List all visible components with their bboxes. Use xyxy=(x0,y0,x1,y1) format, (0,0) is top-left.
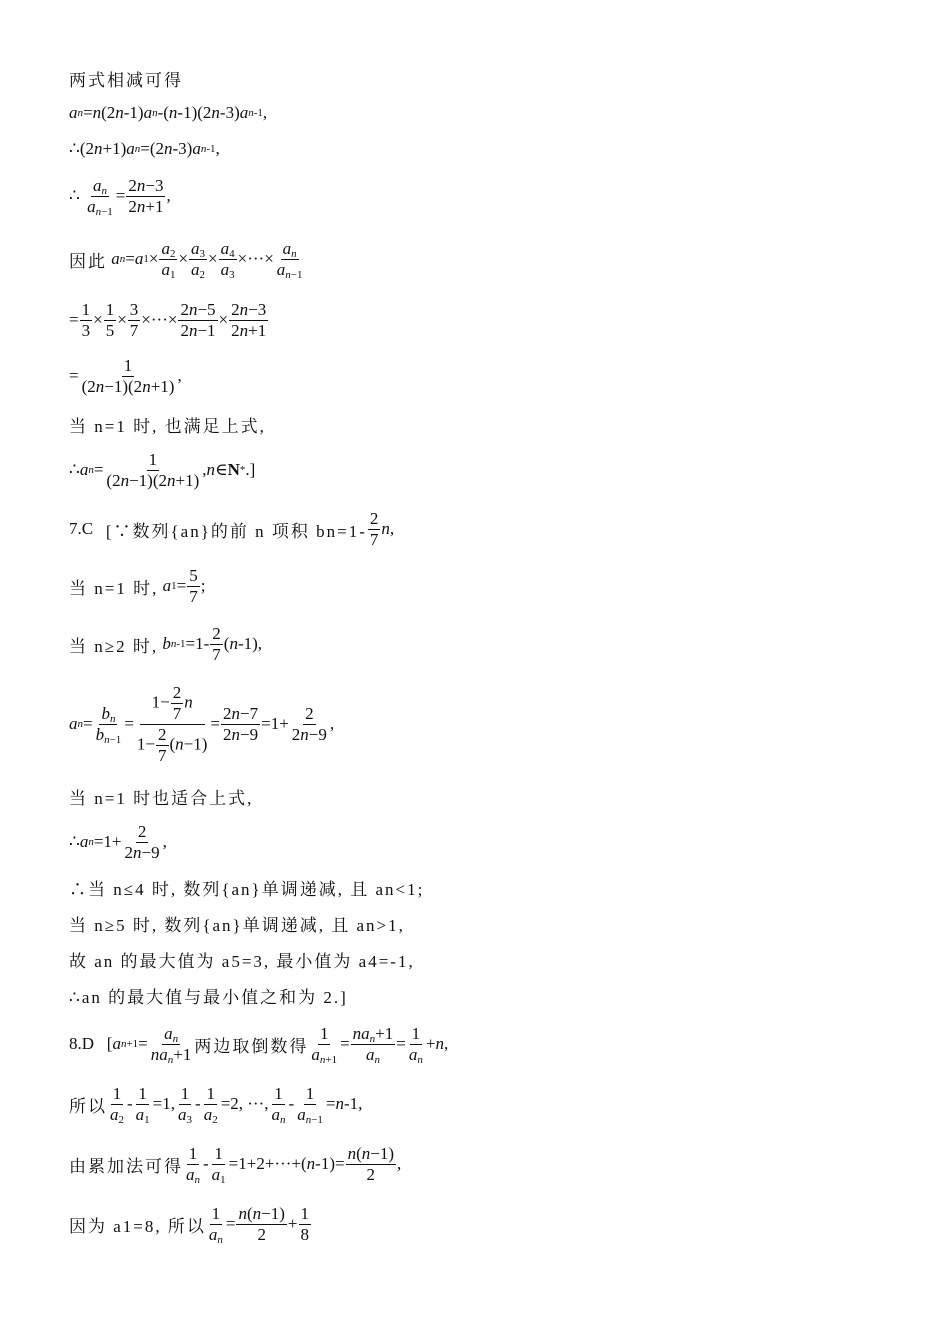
line-12: a n = $\frac{b_n}{b_{n-1}}$ = 1− $\frac{2}{7}$ n 1− $\frac{2}{7}$ (n−1) = $\frac{2n-7}{2n-9}$ =1+ $\frac{2}{2n-9}$ , xyxy=(69,682,335,765)
line-15: ∴当 n≤4 时, 数列{an}单调递减, 且 an<1; xyxy=(69,879,425,899)
line-5: 因此 a n = a 1 × $\frac{a_2}{a_1}$ × $\frac{a_3}{a_2}$ × $\frac{a_4}{a_3}$ ×···× $\frac{a_n}{a_{n-1}}$ xyxy=(69,238,303,281)
line-14: ∴ a n =1+ $\frac{2}{2n-9}$ , xyxy=(69,821,167,862)
line-8: 当 n=1 时, 也满足上式, xyxy=(69,416,266,436)
line-13: 当 n=1 时也适合上式, xyxy=(69,788,254,808)
line-2: a n = n (2 n -1) a n -( n -1)(2 n -3) a n-1 , xyxy=(69,103,268,122)
line-3: ∴ (2 n +1) a n =(2 n -3) a n-1 , xyxy=(69,139,220,159)
problem-7-header: 7.C [∵数列{an}的前 n 项积 bn=1- $\frac{2}{7}$ n , xyxy=(69,508,395,549)
line-21: 由累加法可得 $\frac{1}{a_n}$ - $\frac{1}{a_1}$ =1+2+···+( n -1)= $\frac{n(n-1)}{2}$ , xyxy=(69,1143,402,1186)
line-9: ∴ a n = $\frac{1}{(2n-1)(2n+1)}$ , n ∈ N * .] xyxy=(69,449,256,490)
line-16: 当 n≥5 时, 数列{an}单调递减, 且 an>1, xyxy=(69,915,405,935)
line-20: 所以 $\frac{1}{a_2}$ - $\frac{1}{a_1}$ =1, $\frac{1}{a_3}$ - $\frac{1}{a_2}$ =2, ···, $\frac{1}{a_n}$ - $\frac{1}{a_{n-1}}$ = n -1, xyxy=(69,1083,363,1126)
line-17: 故 an 的最大值为 a5=3, 最小值为 a4=-1, xyxy=(69,951,415,971)
problem-8-header: 8.D [ a n+1 = $\frac{a_n}{na_n+1}$ 两边取倒数得 $\frac{1}{a_{n+1}}$ = $\frac{na_n+1}{a_n}$ = $\frac{1}{a_n}$ + n , xyxy=(69,1023,449,1066)
line-7: = $\frac{1}{(2n-1)(2n+1)}$ , xyxy=(69,355,182,396)
line-18: ∴an 的最大值与最小值之和为 2.] xyxy=(69,987,348,1007)
line-10: 当 n=1 时, a 1 = $\frac{5}{7}$ ; xyxy=(69,565,206,606)
line-22: 因为 a1=8, 所以 $\frac{1}{a_n}$ = $\frac{n(n-1)}{2}$ + $\frac{1}{8}$ xyxy=(69,1203,309,1246)
line-1: 两式相减可得 xyxy=(69,70,183,90)
line-11: 当 n≥2 时, b n-1 =1- $\frac{2}{7}$ ( n -1), xyxy=(69,623,263,664)
line-6: = $\frac{1}{3}$ × $\frac{1}{5}$ × $\frac{3}{7}$ ×···× $\frac{2n-5}{2n-1}$ × $\frac{2n-3}{2n+1}$ xyxy=(69,299,267,340)
line-4: ∴ $\frac{a_n}{a_{n-1}}$ = $\frac{2n-3}{2n+1}$ , xyxy=(69,175,171,218)
